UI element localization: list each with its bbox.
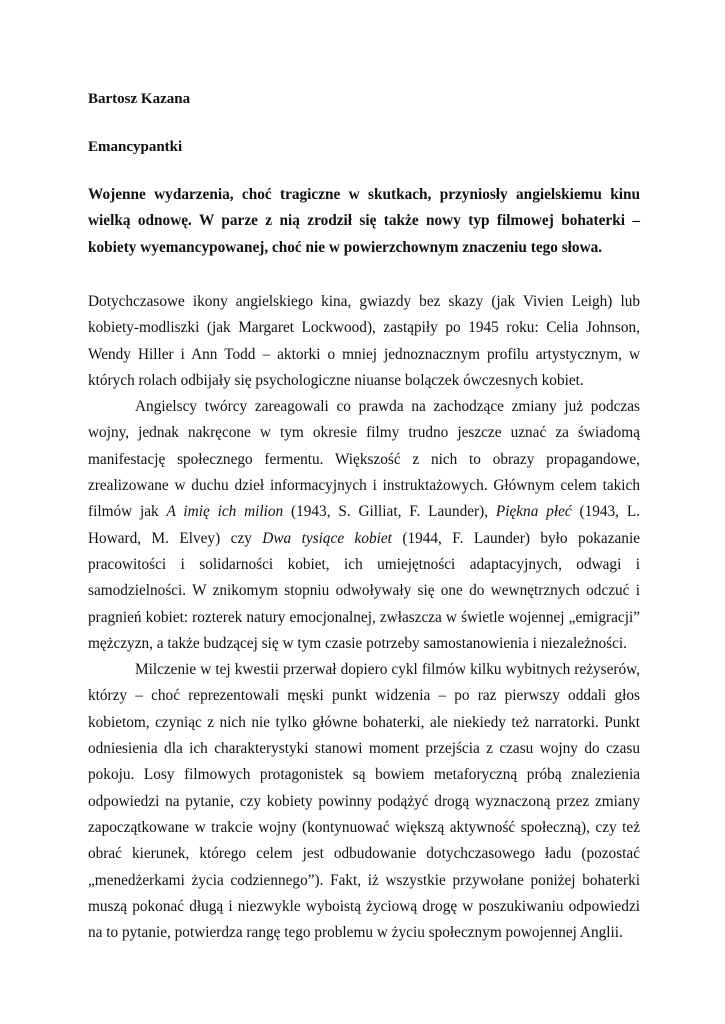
paragraph-2-text-b: (1943, S. Gilliat, F. Launder), (283, 503, 496, 521)
author-name: Bartosz Kazana (88, 91, 191, 107)
lead-paragraph: Wojenne wydarzenia, choć tragiczne w skutkach, przyniosły angielskiemu kinu wielką odnowę. W parze z nią zrodził się także nowy typ filmowej bohaterki – kobiety wyemancypowanej, choć nie w powierzchownym znaczeniu tego słowa. (88, 186, 640, 256)
paragraph-2-text-c: (1943, L. Howard, M. Elvey) czy (88, 503, 640, 547)
article-body (88, 289, 640, 946)
paragraph-2-text-a: Angielscy twórcy zareagowali co prawda na zachodzące zmiany już podczas wojny, jednak nakręcone w tym okresie filmy trudno jeszcze uznać za świadomą manifestację społecznego fermentu. Większość z nich to obrazy propagandowe, zrealizowane w duchu dzieł informacyjnych i instruktażowych. Głównym celem takich filmów jak (88, 398, 640, 521)
article-title: Emancypantki (88, 139, 183, 155)
film-title-2: Piękna płeć (495, 503, 572, 521)
paragraph-2-text-d: (1944, F. Launder) było pokazanie pracowitości i solidarności kobiet, ich umiejętności adaptacyjnych, odwagi i samodzielności. W znikomym stopniu odwoływały się one do wewnętrznych odczuć i pragnień kobiet: rozterek natury emocjonalnej, zwłaszcza w świetle wojennej „emigracji” mężczyzn, a także budzącej się w tym czasie potrzeby samostanowienia i niezależności. (88, 529, 640, 652)
film-title-1: A imię ich milion (166, 503, 284, 521)
paragraph-1: Dotychczasowe ikony angielskiego kina, gwiazdy bez skazy (jak Vivien Leigh) lub kobiety-modliszki (jak Margaret Lockwood), zastąpiły po 1945 roku: Celia Johnson, Wendy Hiller i Ann Todd – aktorki o mniej jednoznacznym profilu artystycznym, w których rolach odbijały się psychologiczne niuanse bolączek ówczesnych kobiet. (88, 293, 640, 389)
film-title-3: Dwa tysiące kobiet (262, 529, 392, 547)
paragraph-3: Milczenie w tej kwestii przerwał dopiero cykl filmów kilku wybitnych reżyserów, którzy – choć reprezentowali męski punkt widzenia – po raz pierwszy oddali głos kobietom, czyniąc z nich nie tylko główne bohaterki, ale niekiedy też narratorki. Punkt odniesienia dla ich charakterystyki stanowi moment przejścia z czasu wojny do czasu pokoju. Losy filmowych protagonistek są bowiem metaforyczną próbą znalezienia odpowiedzi na pytanie, czy kobiety powinny podążyć drogą wyznaczoną przez zmiany zapoczątkowane w trakcie wojny (kontynuować większą aktywność społeczną), czy też obrać kierunek, którego celem jest odbudowanie dotychczasowego ładu (pozostać „menedżerkami życia codziennego”). Fakt, iż wszystkie przywołane poniżej bohaterki muszą pokonać długą i niezwykle wyboistą życiową drogę w poszukiwaniu odpowiedzi na to pytanie, potwierdza rangę tego problemu w życiu społecznym powojennej Anglii. (88, 661, 640, 942)
paragraph-2 (88, 394, 640, 657)
